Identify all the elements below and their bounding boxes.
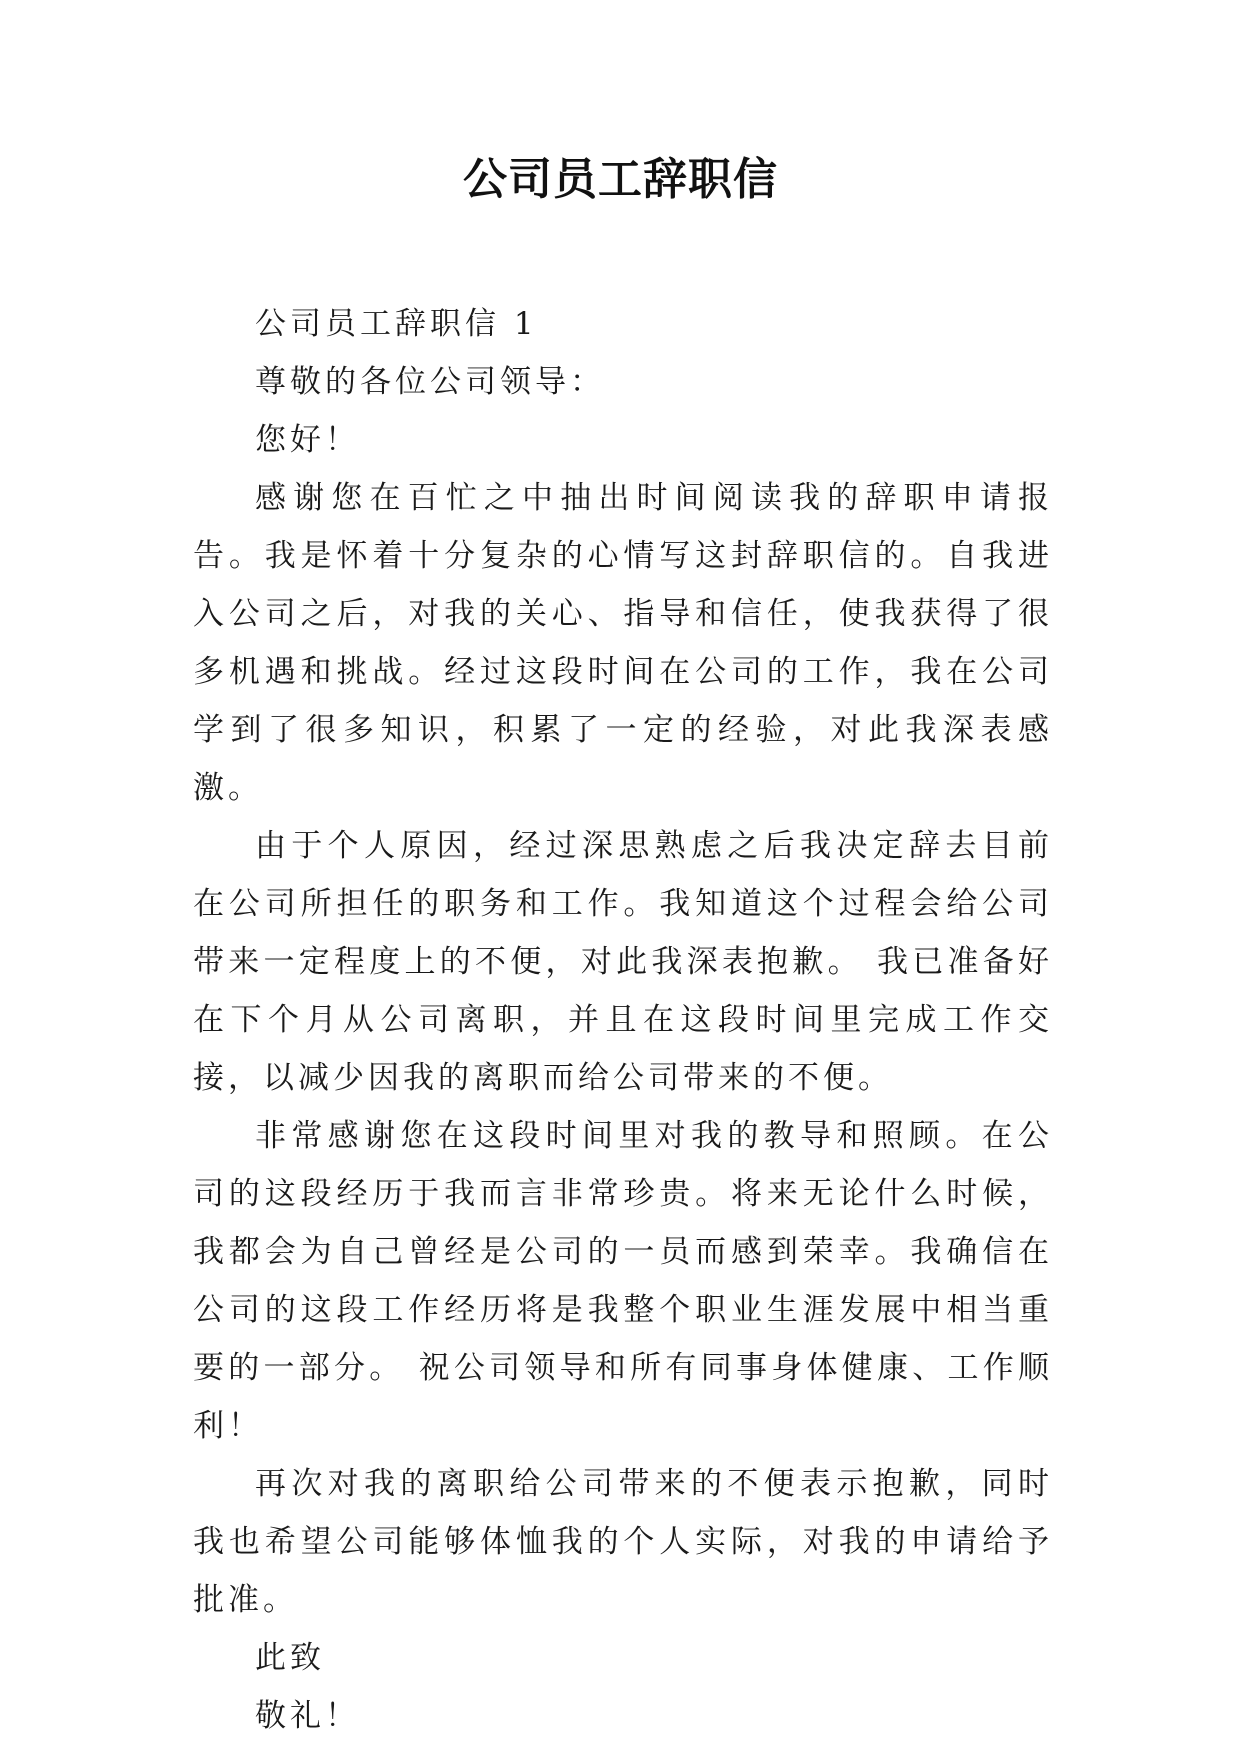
document-title: 公司员工辞职信 [463,154,778,205]
paragraph-gratitude: 感谢您在百忙之中抽出时间阅读我的辞职申请报告。我是怀着十分复杂的心情写这封辞职信的。自我进入公司之后，对我的关心、指导和信任，使我获得了很多机遇和挑战。经过这段时间在公司的工作，我在公司学到了很多知识，积累了一定的经验，对此我深表感激。 [193,480,1053,806]
paragraph-reason: 由于个人原因，经过深思熟虑之后我决定辞去目前在公司所担任的职务和工作。我知道这个过程会给公司带来一定程度上的不便，对此我深表抱歉。 我已准备好在下个月从公司离职，并且在这段时间里完成工作交接，以减少因我的离职而给公司带来的不便。 [193,828,1053,1096]
paragraph-thanks: 非常感谢您在这段时间里对我的教导和照顾。在公司的这段经历于我而言非常珍贵。将来无论什么时候，我都会为自己曾经是公司的一员而感到荣幸。我确信在公司的这段工作经历将是我整个职业生涯发展中相当重要的一部分。 祝公司领导和所有同事身体健康、工作顺利！ [193,1118,1053,1444]
greeting: 您好！ [255,422,360,458]
salutation: 尊敬的各位公司领导： [255,364,605,400]
letter-body [193,295,1053,1745]
closing-line-2: 敬礼！ [255,1698,360,1734]
paragraph-apology: 再次对我的离职给公司带来的不便表示抱歉，同时我也希望公司能够体恤我的个人实际，对我的申请给予批准。 [193,1466,1053,1618]
closing-line-1: 此致 [255,1640,325,1676]
letter-heading: 公司员工辞职信 1 [255,306,538,342]
